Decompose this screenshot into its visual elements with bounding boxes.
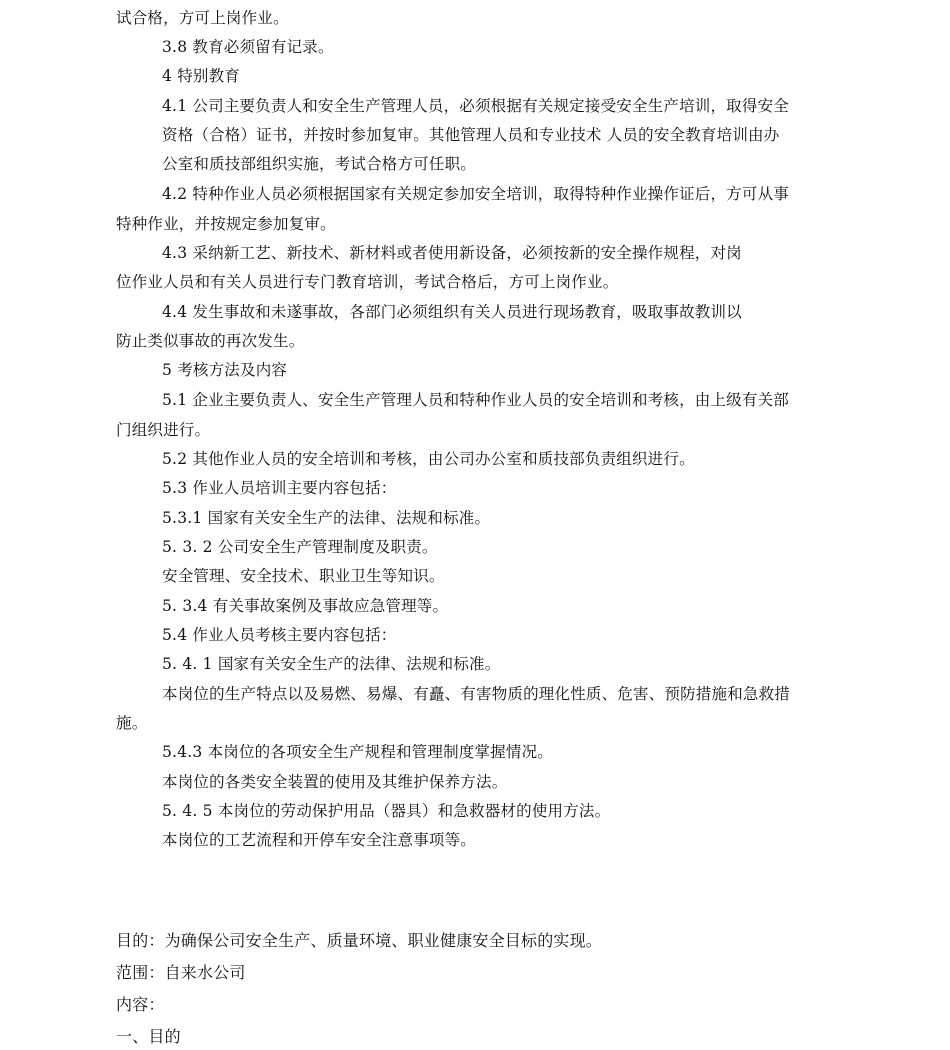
paragraph-line: 5.2 其他作业人员的安全培训和考核，由公司办公室和质技部负责组织进行。 [162, 450, 695, 468]
paragraph-line: 5. 4. 1 国家有关安全生产的法律、法规和标准。 [162, 655, 501, 673]
scope-line: 范围：自来水公司 [116, 963, 246, 982]
section-heading: 一、目的 [116, 1027, 181, 1046]
paragraph-line: 特种作业，并按规定参加复审。 [116, 215, 336, 233]
paragraph-line: 4.3 采纳新工艺、新技术、新材料或者使用新设备，必须按新的安全操作规程，对岗 [162, 244, 742, 262]
paragraph-line: 本岗位的工艺流程和开停车安全注意事项等。 [162, 831, 477, 849]
purpose-line: 目的：为确保公司安全生产、质量环境、职业健康安全目标的实现。 [116, 931, 603, 950]
paragraph-line: 4.4 发生事故和未遂事故，各部门必须组织有关人员进行现场教育，吸取事故教训以 [162, 303, 742, 321]
paragraph-line: 位作业人员和有关人员进行专门教育培训，考试合格后，方可上岗作业。 [116, 273, 619, 291]
section-heading: 5 考核方法及内容 [162, 361, 288, 379]
paragraph-line: 本岗位的生产特点以及易燃、易爆、有矗、有害物质的理化性质、危害、预防措施和急救措 [162, 685, 791, 703]
paragraph-line: 5.4 作业人员考核主要内容包括： [162, 626, 397, 644]
paragraph-line: 防止类似事故的再次发生。 [116, 332, 305, 350]
section-heading: 4 特别教育 [162, 67, 240, 85]
paragraph-line: 3.8 教育必须留有记录。 [162, 38, 334, 56]
paragraph-line: 本岗位的各类安全装置的使用及其维护保养方法。 [162, 773, 508, 791]
paragraph-line: 资格（合格）证书，并按时参加复审。其他管理人员和专业技术 人员的安全教育培训由办 [162, 126, 780, 144]
paragraph-line: 5. 3. 2 公司安全生产管理制度及职责。 [162, 538, 438, 556]
paragraph-line: 4.1 公司主要负责人和安全生产管理人员，必须根据有关规定接受安全生产培训，取得安全 [162, 97, 789, 115]
paragraph-line: 施。 [116, 714, 148, 732]
paragraph-line: 5.4.3 本岗位的各项安全生产规程和管理制度掌握情况。 [162, 743, 553, 761]
paragraph-line: 5. 4. 5 本岗位的劳动保护用品（器具）和急救器材的使用方法。 [162, 802, 611, 820]
content-line: 内容： [116, 995, 165, 1014]
paragraph-line: 5.1 企业主要负责人、安全生产管理人员和特种作业人员的安全培训和考核，由上级有关部 [162, 391, 789, 409]
paragraph-line: 4.2 特种作业人员必须根据国家有关规定参加安全培训，取得特种作业操作证后，方可从事 [162, 185, 789, 203]
paragraph-line: 5. 3.4 有关事故案例及事故应急管理等。 [162, 597, 449, 615]
paragraph-line: 5.3.1 国家有关安全生产的法律、法规和标准。 [162, 509, 491, 527]
paragraph-line: 门组织进行。 [116, 421, 211, 439]
paragraph-line: 试合格，方可上岗作业。 [116, 9, 289, 27]
paragraph-line: 安全管理、安全技术、职业卫生等知识。 [162, 567, 445, 585]
paragraph-line: 5.3 作业人员培训主要内容包括： [162, 479, 397, 497]
paragraph-line: 公室和质技部组织实施，考试合格方可任职。 [162, 155, 477, 173]
